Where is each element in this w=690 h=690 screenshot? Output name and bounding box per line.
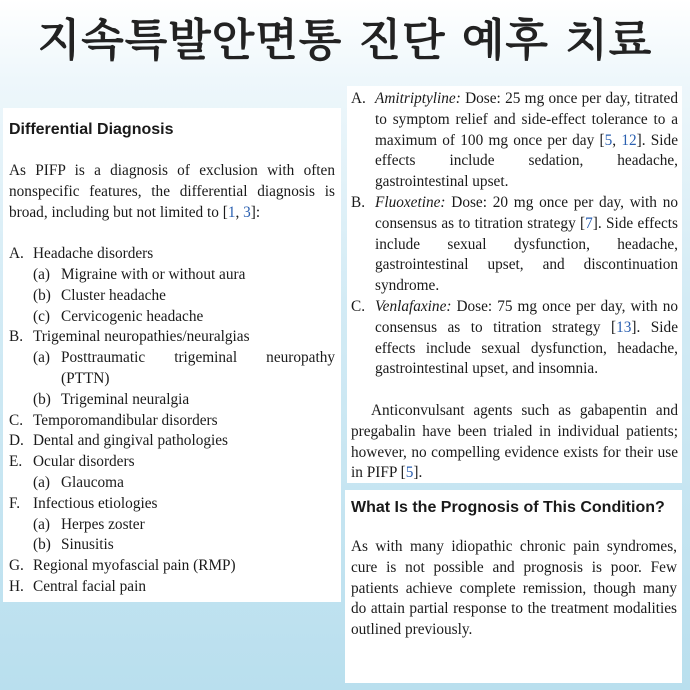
- differential-list: [9, 244, 335, 598]
- list-item-label: Central facial pain: [33, 577, 146, 595]
- sub-list-item-label: Posttraumatic trigeminal neuropathy (PTTN): [61, 349, 335, 387]
- sub-list-marker: (a): [33, 265, 50, 283]
- list-marker: D.: [9, 432, 24, 450]
- list-marker: B.: [9, 328, 24, 346]
- ref-link[interactable]: 1: [227, 203, 236, 221]
- list-item: [9, 494, 335, 556]
- prognosis-heading: What Is the Prognosis of This Condition?: [351, 499, 665, 516]
- prognosis-panel: [345, 490, 682, 683]
- differential-diagnosis-panel: [3, 108, 341, 602]
- ref-link[interactable]: 5: [604, 131, 613, 149]
- drug-text: . Side effects include sexual dysfunction, headache, gastrointestinal upset, and discontinuation syndrome.: [375, 214, 678, 295]
- ref-link[interactable]: 5: [405, 464, 414, 482]
- sub-list-item: [33, 515, 335, 536]
- list-item: [9, 452, 335, 494]
- drug-item: A. Amitriptyline: Dose: 25 mg once per day, titrated to symptom relief and side-effect tolerance to a maximum of 100 mg once per day [5, 12]. Side effects include sedation, headache, gastrointestinal upset.: [351, 90, 678, 191]
- drug-marker: B.: [351, 193, 366, 211]
- prognosis-text: As with many idiopathic chronic pain syndromes, cure is not possible and prognosis is poor. Few patients achieve complete remission, though many do attain partial response to the treatment modalities outlined previously.: [351, 538, 677, 639]
- sub-list-marker: (a): [33, 473, 50, 491]
- sub-list-item: [33, 390, 335, 411]
- page-banner-title: 지속특발안면통 진단 예후 치료: [37, 15, 653, 66]
- differential-diagnosis-heading: Differential Diagnosis: [9, 121, 174, 138]
- list-item-label: Headache disorders: [33, 245, 154, 263]
- drug-text: Dose: 75 mg once per day, with no consensus as to titration strategy: [375, 297, 678, 336]
- list-marker: E.: [9, 453, 23, 471]
- drug-item: C. Venlafaxine: Dose: 75 mg once per day, with no consensus as to titration strategy [13]. Side effects include sexual dysfunction, headache, gastrointestinal upset, and insomnia.: [351, 297, 678, 378]
- sub-list-marker: (b): [33, 286, 51, 304]
- differential-intro-text: As PIFP is a diagnosis of exclusion with often nonspecific features, the differential diagnosis is broad, including but not limited to: [9, 162, 335, 221]
- sub-list-item-label: Trigeminal neuralgia: [61, 390, 190, 408]
- treatment-panel: [347, 86, 682, 483]
- ref-link[interactable]: 12: [621, 131, 637, 149]
- drug-text: Dose: 25 mg once per day, titrated to symptom relief and side-effect tolerance to a maximum of 100 mg once per day: [375, 90, 678, 149]
- sub-list-marker: (a): [33, 349, 50, 367]
- sub-list-item: [33, 535, 335, 556]
- drug-text: Dose: 20 mg once per day, with no consensus as to titration strategy: [375, 193, 678, 232]
- sub-list-marker: (b): [33, 390, 51, 408]
- differential-intro: As PIFP is a diagnosis of exclusion with often nonspecific features, the differential diagnosis is broad, including but not limited to [1, 3]:: [9, 162, 335, 221]
- drug-text: . Side effects include sexual dysfunction, headache, gastrointestinal upset, and insomnia.: [375, 318, 678, 378]
- ref-link[interactable]: 13: [616, 318, 632, 336]
- drug-name: Venlafaxine:: [375, 297, 452, 315]
- sub-list-item-label: Migraine with or without aura: [61, 265, 246, 283]
- list-item: [9, 411, 335, 432]
- list-item-label: Ocular disorders: [33, 453, 135, 471]
- drug-marker: C.: [351, 297, 366, 315]
- list-item: [9, 244, 335, 327]
- drug-name: Amitriptyline:: [375, 90, 461, 107]
- anticonvulsant-paragraph: Anticonvulsant agents such as gabapentin and pregabalin have been trialed in individual patients; however, no compelling evidence exists for their use in PIFP [5].: [351, 401, 678, 482]
- list-item: [9, 327, 335, 410]
- anticonvulsant-text: Anticonvulsant agents such as gabapentin and pregabalin have been trialed in individual patients; however, no compelling evidence exists for their use in PIFP: [351, 401, 678, 482]
- ref-link[interactable]: 7: [585, 214, 593, 232]
- list-item-label: Dental and gingival pathologies: [33, 432, 228, 450]
- sub-list-item-label: Glaucoma: [61, 473, 124, 491]
- ref-link[interactable]: 3: [243, 203, 251, 221]
- list-item: [9, 556, 335, 577]
- drug-marker: A.: [351, 90, 366, 107]
- list-item: [9, 577, 335, 598]
- drug-list: [351, 89, 678, 380]
- sub-list-marker: (a): [33, 515, 50, 533]
- sub-list-item: [33, 286, 335, 307]
- list-marker: A.: [9, 245, 24, 263]
- sub-list-item-label: Herpes zoster: [61, 515, 145, 533]
- sub-list-marker: (c): [33, 307, 50, 325]
- sub-list-item: [33, 473, 335, 494]
- drug-name: Fluoxetine:: [375, 193, 446, 211]
- list-item-label: Trigeminal neuropathies/neuralgias: [33, 328, 250, 346]
- list-item-label: Infectious etiologies: [33, 494, 158, 512]
- list-item-label: Temporomandibular disorders: [33, 411, 218, 429]
- sub-list-item-label: Sinusitis: [61, 536, 114, 554]
- drug-text: . Side effects include sedation, headache, gastrointestinal upset.: [375, 131, 678, 191]
- list-item-label: Regional myofascial pain (RMP): [33, 557, 236, 575]
- sub-list-marker: (b): [33, 536, 51, 554]
- list-marker: H.: [9, 577, 24, 595]
- sub-list-item-label: Cervicogenic headache: [61, 307, 204, 325]
- list-item: [9, 431, 335, 452]
- sub-list-item-label: Cluster headache: [61, 286, 166, 304]
- list-marker: G.: [9, 557, 24, 575]
- sub-list-item: [33, 348, 335, 390]
- sub-list-item: [33, 307, 335, 328]
- list-marker: C.: [9, 411, 24, 429]
- drug-item: B. Fluoxetine: Dose: 20 mg once per day, with no consensus as to titration strategy [7]. Side effects include sexual dysfunction, headache, gastrointestinal upset, and discontinuation syndrome.: [351, 193, 678, 295]
- list-marker: F.: [9, 494, 21, 512]
- sub-list-item: [33, 265, 335, 286]
